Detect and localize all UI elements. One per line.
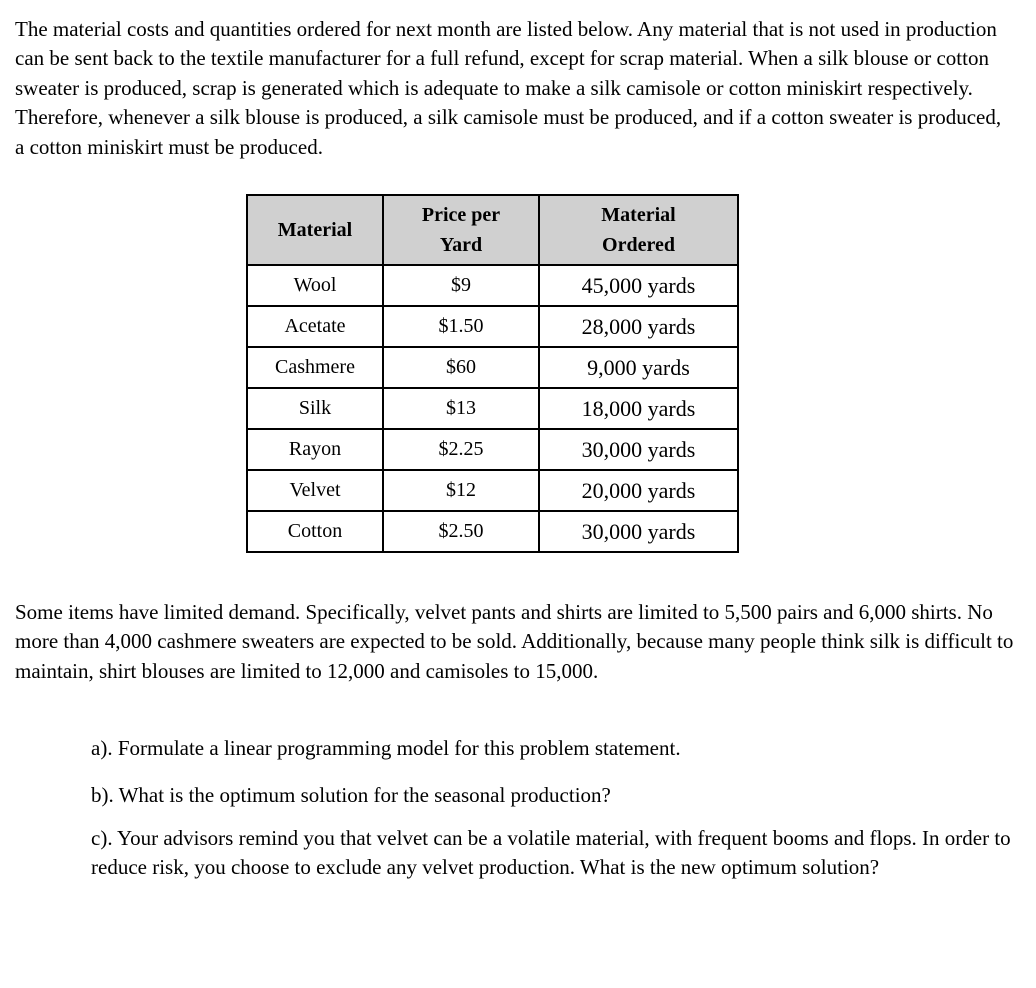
cell-price: $13 xyxy=(383,388,539,429)
demand-paragraph: Some items have limited demand. Specifically, velvet pants and shirts are limited to 5,500 pairs and 6,000 shirts. No more than 4,000 cashmere sweaters are expected to be sold. Additionally, because many people think silk is difficult to maintain, shirt blouses are limited to 12,000 and camisoles to 15,000. xyxy=(15,600,1014,683)
cell-ordered: 30,000 yards xyxy=(539,511,738,552)
header-ordered xyxy=(539,195,738,265)
header-material xyxy=(247,195,383,265)
header-price xyxy=(383,195,539,265)
table-header-row xyxy=(247,195,738,265)
question-c: c). Your advisors remind you that velvet can be a volatile material, with frequent booms and flops. In order to reduce risk, you choose to exclude any velvet production. What is the new optimum solution? xyxy=(91,826,1011,880)
material-table xyxy=(246,194,739,553)
table-row xyxy=(247,388,738,429)
cell-price: $2.50 xyxy=(383,511,539,552)
cell-price: $2.25 xyxy=(383,429,539,470)
table-row xyxy=(247,511,738,552)
table-row xyxy=(247,306,738,347)
cell-ordered: 45,000 yards xyxy=(539,265,738,306)
header-ordered-line2: Ordered xyxy=(602,234,675,256)
cell-price: $60 xyxy=(383,347,539,388)
intro-paragraph: The material costs and quantities ordered for next month are listed below. Any material that is not used in production can be sent back to the textile manufacturer for a full refund, except for scrap material. When a silk blouse or cotton sweater is produced, scrap is generated which is adequate to make a silk camisole or cotton miniskirt respectively. Therefore, whenever a silk blouse is produced, a silk camisole must be produced, and if a cotton sweater is produced, a cotton miniskirt must be produced. xyxy=(15,17,1002,159)
header-ordered-line1: Material xyxy=(601,204,676,226)
table-row xyxy=(247,470,738,511)
cell-ordered: 20,000 yards xyxy=(539,470,738,511)
table-row xyxy=(247,347,738,388)
cell-ordered: 9,000 yards xyxy=(539,347,738,388)
cell-material: Acetate xyxy=(247,306,383,347)
header-material-label: Material xyxy=(277,219,353,241)
table-row xyxy=(247,429,738,470)
cell-material: Cashmere xyxy=(247,347,383,388)
table-row xyxy=(247,265,738,306)
cell-material: Silk xyxy=(247,388,383,429)
cell-material: Rayon xyxy=(247,429,383,470)
cell-material: Wool xyxy=(247,265,383,306)
cell-ordered: 30,000 yards xyxy=(539,429,738,470)
cell-ordered: 28,000 yards xyxy=(539,306,738,347)
cell-ordered: 18,000 yards xyxy=(539,388,738,429)
question-b: b). What is the optimum solution for the seasonal production? xyxy=(91,783,611,807)
cell-material: Cotton xyxy=(247,511,383,552)
cell-price: $12 xyxy=(383,470,539,511)
header-price-line2: Yard xyxy=(439,234,483,256)
cell-price: $1.50 xyxy=(383,306,539,347)
header-price-line1: Price per xyxy=(421,204,501,226)
cell-material: Velvet xyxy=(247,470,383,511)
cell-price: $9 xyxy=(383,265,539,306)
question-a: a). Formulate a linear programming model for this problem statement. xyxy=(91,736,681,760)
